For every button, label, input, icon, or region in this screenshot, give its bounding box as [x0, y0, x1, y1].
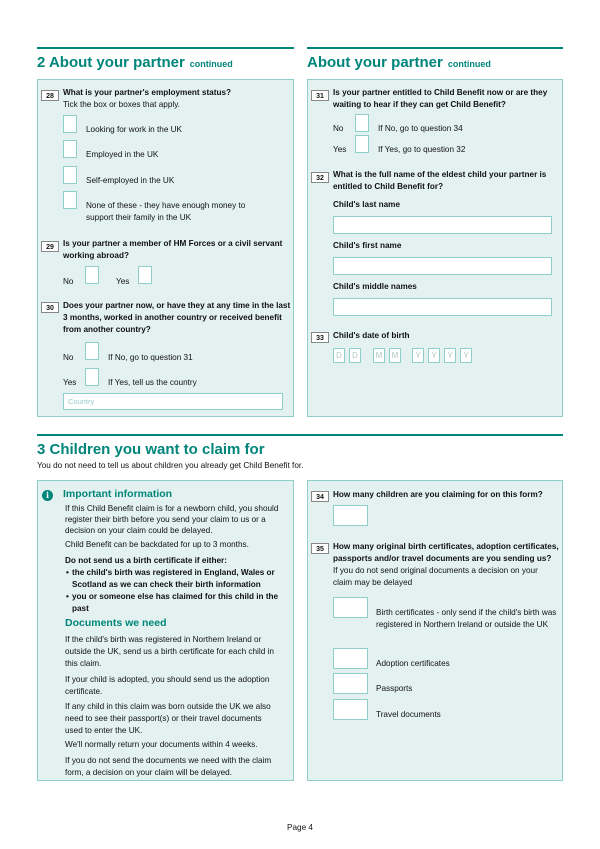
important-info-heading: Important information: [63, 488, 173, 500]
question-34-number: 34: [311, 491, 329, 502]
question-30-no-note: If No, go to question 31: [108, 353, 193, 362]
info-para-2: Child Benefit can be backdated for up to 3 months.: [65, 540, 249, 549]
option-none-of-these: None of these - they have enough money to support their family in the UK: [86, 201, 246, 222]
section-2-rule-right: [307, 47, 563, 49]
question-30-yes-label: Yes: [63, 378, 77, 387]
birth-certificates-count-field[interactable]: [333, 597, 368, 618]
country-field[interactable]: Country: [63, 393, 283, 410]
question-32-text: What is the full name of the eldest child your partner is entitled to Child Benefit for?: [333, 170, 547, 191]
question-30-number: 30: [41, 302, 59, 313]
child-middle-names-field[interactable]: [333, 298, 552, 316]
question-31-text: Is your partner entitled to Child Benefit now or are they waiting to hear if they can get Child Benefit?: [333, 88, 548, 109]
question-31-no-note: If No, go to question 34: [378, 124, 463, 133]
children-count-field[interactable]: [333, 505, 368, 526]
adoption-certificates-count-field[interactable]: [333, 648, 368, 669]
bullet-2-marker: •: [66, 592, 69, 601]
section-2-title: [37, 54, 233, 71]
question-30-no-checkbox[interactable]: [85, 342, 99, 360]
child-last-name-label: Child's last name: [333, 200, 401, 209]
info-para-1: If this Child Benefit claim is for a newborn child, you should register their birth before you send your claim to us or a decision on your claim could be delayed.: [65, 504, 279, 536]
dob-year-2[interactable]: Y: [428, 348, 440, 363]
child-last-name-field[interactable]: [333, 216, 552, 234]
dob-month-2[interactable]: M: [389, 348, 401, 363]
checkbox-none-of-these[interactable]: [63, 191, 77, 209]
question-29-yes-checkbox[interactable]: [138, 266, 152, 284]
question-30-no-label: No: [63, 353, 74, 362]
docs-para-2: If your child is adopted, you should send us the adoption certificate.: [65, 675, 270, 696]
section-2-title-right-text: About your partner: [307, 54, 443, 71]
question-30-text: Does your partner now, or have they at any time in the last 3 months, worked in another country or received benefit from another country?: [63, 301, 291, 334]
travel-documents-count-field[interactable]: [333, 699, 368, 720]
checkbox-employed[interactable]: [63, 140, 77, 158]
dob-day-1[interactable]: D: [333, 348, 345, 363]
question-31-no-label: No: [333, 124, 344, 133]
continued-label-right: continued: [447, 59, 491, 69]
docs-para-3: If any child in this claim was born outside the UK we also need to see their passport(s) or their travel documents used to enter the UK.: [65, 702, 271, 735]
dob-year-4[interactable]: Y: [460, 348, 472, 363]
question-33-number: 33: [311, 332, 329, 343]
section-2-title-text: 2 About your partner: [37, 54, 185, 71]
page-number: Page 4: [287, 823, 313, 832]
question-29-yes-label: Yes: [116, 277, 130, 286]
option-self-employed: Self-employed in the UK: [86, 176, 175, 185]
question-30-yes-note: If Yes, tell us the country: [108, 378, 197, 387]
question-31-yes-label: Yes: [333, 145, 347, 154]
documents-heading: Documents we need: [65, 617, 167, 629]
section-2-title-right: [307, 54, 491, 71]
partner-panel-right: [307, 79, 563, 417]
child-middle-names-label: Child's middle names: [333, 282, 417, 291]
question-31-yes-note: If Yes, go to question 32: [378, 145, 466, 154]
child-first-name-label: Child's first name: [333, 241, 402, 250]
adoption-certificates-label: Adoption certificates: [376, 659, 450, 668]
question-28-number: 28: [41, 90, 59, 101]
question-28-text: What is your partner's employment status?: [63, 88, 232, 97]
passports-label: Passports: [376, 684, 413, 693]
birth-certificates-label: Birth certificates - only send if the child's birth was registered in Northern Ireland or outside the UK: [376, 608, 557, 629]
docs-para-5: If you do not send the documents we need with the claim form, a decision on your claim will be delayed.: [65, 756, 272, 777]
child-first-name-field[interactable]: [333, 257, 552, 275]
info-bullet-1: the child's birth was registered in England, Wales or Scotland as we can check their birth information: [72, 568, 275, 589]
passports-count-field[interactable]: [333, 673, 368, 694]
question-35-note: If you do not send original documents a decision on your claim may be delayed: [333, 566, 538, 587]
checkbox-looking-for-work[interactable]: [63, 115, 77, 133]
question-32-number: 32: [311, 172, 329, 183]
question-29-number: 29: [41, 241, 59, 252]
info-icon: i: [42, 490, 53, 501]
dob-day-2[interactable]: D: [349, 348, 361, 363]
question-31-number: 31: [311, 90, 329, 101]
question-29-text: Is your partner a member of HM Forces or a civil servant working abroad?: [63, 239, 283, 260]
question-33-text: Child's date of birth: [333, 331, 410, 340]
section-2-rule-left: [37, 47, 294, 49]
dob-year-1[interactable]: Y: [412, 348, 424, 363]
travel-documents-label: Travel documents: [376, 710, 441, 719]
checkbox-self-employed[interactable]: [63, 166, 77, 184]
option-employed: Employed in the UK: [86, 150, 159, 159]
continued-label: continued: [189, 59, 233, 69]
children-questions-panel: [307, 480, 563, 781]
section-3-rule: [37, 434, 563, 436]
dob-year-3[interactable]: Y: [444, 348, 456, 363]
docs-para-1: If the child's birth was registered in Northern Ireland or outside the UK, send us a birth certificate for each child in this claim.: [65, 635, 274, 668]
section-3-intro: You do not need to tell us about children you already get Child Benefit for.: [37, 461, 304, 470]
important-info-panel: [37, 480, 294, 781]
question-31-yes-checkbox[interactable]: [355, 135, 369, 153]
question-34-text: How many children are you claiming for on this form?: [333, 490, 543, 499]
bullet-1-marker: •: [66, 568, 69, 577]
info-bullet-2: you or someone else has claimed for this child in the past: [72, 592, 279, 613]
section-3-title: 3 Children you want to claim for: [37, 441, 265, 458]
question-28-hint: Tick the box or boxes that apply.: [63, 100, 180, 109]
docs-para-4: We'll normally return your documents within 4 weeks.: [65, 740, 258, 749]
question-31-no-checkbox[interactable]: [355, 114, 369, 132]
option-looking-for-work: Looking for work in the UK: [86, 125, 183, 134]
dob-month-1[interactable]: M: [373, 348, 385, 363]
info-para-3: Do not send us a birth certificate if either:: [65, 556, 227, 565]
question-35-text: How many original birth certificates, adoption certificates, passports and/or travel documents are you sending us?: [333, 542, 559, 563]
question-29-no-label: No: [63, 277, 74, 286]
question-29-no-checkbox[interactable]: [85, 266, 99, 284]
question-35-number: 35: [311, 543, 329, 554]
question-30-yes-checkbox[interactable]: [85, 368, 99, 386]
partner-panel-left: [37, 79, 294, 417]
